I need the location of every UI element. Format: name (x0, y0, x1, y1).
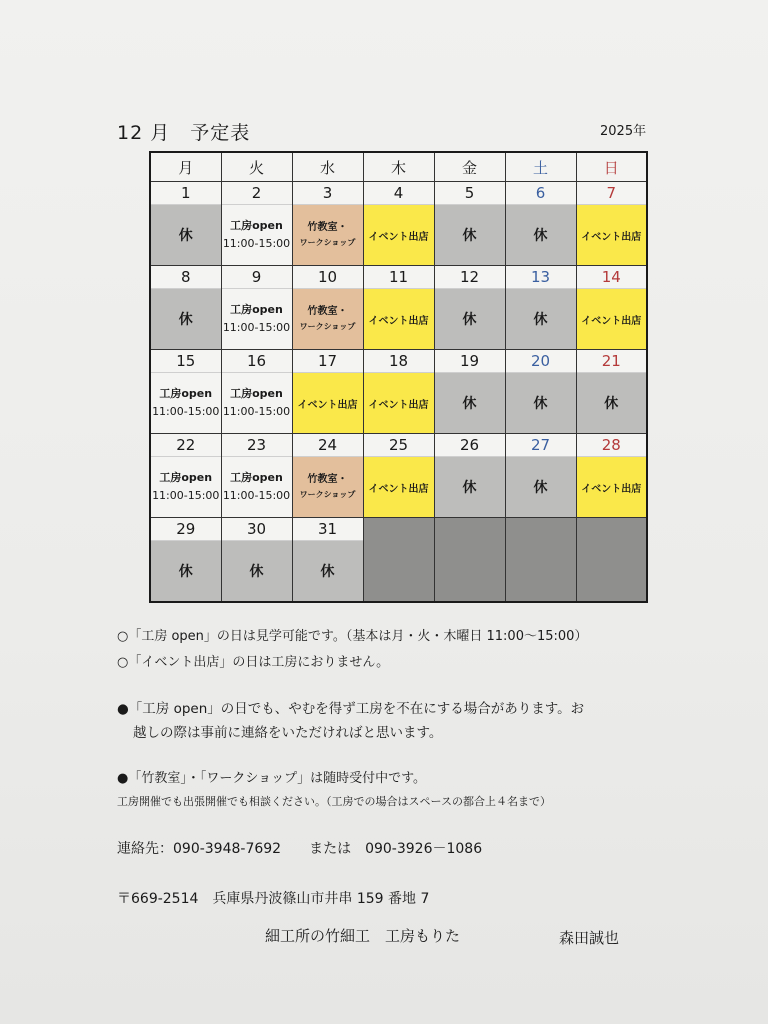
weekday-header-row (150, 152, 647, 182)
calendar-week-row (150, 518, 647, 603)
calendar-day-cell (576, 266, 647, 350)
closed-label: 休 (151, 541, 221, 601)
calendar-day-cell (505, 266, 576, 350)
open-hours: 11:00-15:00 (222, 321, 291, 334)
calendar-day-cell (576, 182, 647, 266)
day-number: 31 (293, 518, 363, 541)
open-status (222, 457, 292, 517)
open-hours: 11:00-15:00 (222, 405, 291, 418)
calendar-day-cell (434, 266, 505, 350)
day-number: 21 (577, 350, 647, 373)
calendar-empty-cell (505, 518, 576, 603)
calendar-day-cell (150, 266, 221, 350)
open-hours: 11:00-15:00 (222, 489, 291, 502)
weekday-sat: 土 (505, 152, 576, 182)
address: 〒669-2514 兵庫県丹波篠山市井串 159 番地 7 (117, 891, 430, 907)
day-number: 30 (222, 518, 292, 541)
calendar-day-cell (363, 266, 434, 350)
calendar-day-cell (221, 266, 292, 350)
calendar-day-cell (434, 182, 505, 266)
open-hours: 11:00-15:00 (152, 489, 220, 502)
calendar-day-cell (576, 434, 647, 518)
closed-label: 休 (506, 205, 576, 265)
calendar-week-row (150, 182, 647, 266)
open-hours: 11:00-15:00 (222, 237, 291, 250)
calendar-week-row (150, 350, 647, 434)
day-number: 20 (506, 350, 576, 373)
day-number: 3 (293, 182, 363, 205)
day-number: 7 (577, 182, 647, 205)
calendar-day-cell (221, 434, 292, 518)
calendar-table (149, 151, 648, 603)
calendar-day-cell (434, 434, 505, 518)
calendar-day-cell (292, 182, 363, 266)
shop-name: 細工所の竹細工 工房もりた (265, 927, 461, 945)
closed-label: 休 (435, 205, 505, 265)
day-number: 25 (364, 434, 434, 457)
calendar-day-cell (150, 518, 221, 603)
class-status (293, 457, 363, 517)
closed-label: 休 (506, 373, 576, 433)
closed-label: 休 (151, 205, 221, 265)
day-number: 22 (151, 434, 221, 457)
calendar-day-cell (292, 350, 363, 434)
event-label: イベント出店 (577, 457, 647, 517)
page-title: 12 月 予定表 (117, 122, 251, 144)
closed-label: 休 (222, 541, 292, 601)
event-label: イベント出店 (364, 289, 434, 349)
calendar-day-cell (363, 350, 434, 434)
day-number: 1 (151, 182, 221, 205)
open-label: 工房open (159, 387, 213, 400)
calendar-week-row (150, 434, 647, 518)
event-label: イベント出店 (577, 205, 647, 265)
open-status (222, 289, 292, 349)
day-number: 13 (506, 266, 576, 289)
workshop-label: ワークショップ (299, 490, 356, 499)
day-number: 16 (222, 350, 292, 373)
calendar-day-cell (505, 434, 576, 518)
event-label: イベント出店 (364, 457, 434, 517)
calendar-day-cell (150, 350, 221, 434)
owner-name: 森田誠也 (559, 929, 620, 947)
calendar-day-cell (292, 518, 363, 603)
day-number: 14 (577, 266, 647, 289)
closed-label: 休 (435, 373, 505, 433)
calendar-day-cell (576, 350, 647, 434)
calendar-day-cell (221, 350, 292, 434)
workshop-label: ワークショップ (299, 322, 356, 331)
class-status (293, 289, 363, 349)
open-status (151, 373, 221, 433)
open-label: 工房open (230, 471, 283, 484)
day-number: 4 (364, 182, 434, 205)
day-number: 12 (435, 266, 505, 289)
day-number: 8 (151, 266, 221, 289)
open-status (222, 205, 292, 265)
open-hours: 11:00-15:00 (152, 405, 220, 418)
day-number: 11 (364, 266, 434, 289)
calendar-day-cell (434, 350, 505, 434)
calendar-day-cell (505, 350, 576, 434)
weekday-tue: 火 (221, 152, 292, 182)
day-number: 6 (506, 182, 576, 205)
day-number: 17 (293, 350, 363, 373)
day-number: 19 (435, 350, 505, 373)
class-label: 竹教室・ (307, 222, 348, 233)
note-absence-warning: ●「工房 open」の日でも、やむを得ず工房を不在にする場合があります。お (117, 701, 585, 717)
calendar-day-cell (292, 434, 363, 518)
class-label: 竹教室・ (307, 306, 348, 317)
workshop-label: ワークショップ (299, 238, 356, 247)
contact-phone: 連絡先：090-3948-7692 または 090-3926－1086 (117, 841, 483, 857)
note-class-detail: 工房開催でも出張開催でも相談ください。（工房での場合はスペースの都合上４名まで） (117, 795, 551, 808)
open-status (222, 373, 292, 433)
calendar-day-cell (292, 266, 363, 350)
open-label: 工房open (159, 471, 213, 484)
open-label: 工房open (230, 219, 283, 232)
event-label: イベント出店 (364, 205, 434, 265)
day-number: 18 (364, 350, 434, 373)
closed-label: 休 (435, 457, 505, 517)
open-label: 工房open (230, 387, 283, 400)
day-number: 2 (222, 182, 292, 205)
closed-label: 休 (577, 373, 647, 433)
weekday-mon: 月 (150, 152, 221, 182)
closed-label: 休 (506, 457, 576, 517)
note-class-reception: ●「竹教室」・「ワークショップ」は随時受付中です。 (117, 771, 427, 786)
event-label: イベント出店 (293, 373, 363, 433)
calendar-day-cell (505, 182, 576, 266)
day-number: 24 (293, 434, 363, 457)
day-number: 5 (435, 182, 505, 205)
calendar-empty-cell (576, 518, 647, 603)
event-label: イベント出店 (577, 289, 647, 349)
class-status (293, 205, 363, 265)
class-label: 竹教室・ (307, 474, 348, 485)
weekday-fri: 金 (434, 152, 505, 182)
calendar-day-cell (363, 434, 434, 518)
day-number: 23 (222, 434, 292, 457)
closed-label: 休 (293, 541, 363, 601)
day-number: 15 (151, 350, 221, 373)
calendar-body (150, 182, 647, 603)
closed-label: 休 (151, 289, 221, 349)
year-label: 2025年 (600, 124, 647, 139)
note-event-absence: ○「イベント出店」の日は工房におりません。 (117, 655, 390, 670)
weekday-sun: 日 (576, 152, 647, 182)
weekday-thu: 木 (363, 152, 434, 182)
weekday-wed: 水 (292, 152, 363, 182)
calendar-day-cell (221, 518, 292, 603)
note-contact-ahead: 越しの際は事前に連絡をいただければと思います。 (133, 725, 443, 741)
day-number: 10 (293, 266, 363, 289)
day-number: 29 (151, 518, 221, 541)
open-status (151, 457, 221, 517)
calendar-week-row (150, 266, 647, 350)
open-label: 工房open (230, 303, 283, 316)
calendar-day-cell (221, 182, 292, 266)
calendar-day-cell (150, 434, 221, 518)
calendar-empty-cell (434, 518, 505, 603)
calendar-day-cell (363, 182, 434, 266)
event-label: イベント出店 (364, 373, 434, 433)
day-number: 27 (506, 434, 576, 457)
closed-label: 休 (506, 289, 576, 349)
day-number: 28 (577, 434, 647, 457)
day-number: 9 (222, 266, 292, 289)
day-number: 26 (435, 434, 505, 457)
note-open-visit: ○「工房 open」の日は見学可能です。（基本は月・火・木曜日 11:00～15:00） (117, 629, 588, 644)
calendar-day-cell (150, 182, 221, 266)
closed-label: 休 (435, 289, 505, 349)
calendar-empty-cell (363, 518, 434, 603)
